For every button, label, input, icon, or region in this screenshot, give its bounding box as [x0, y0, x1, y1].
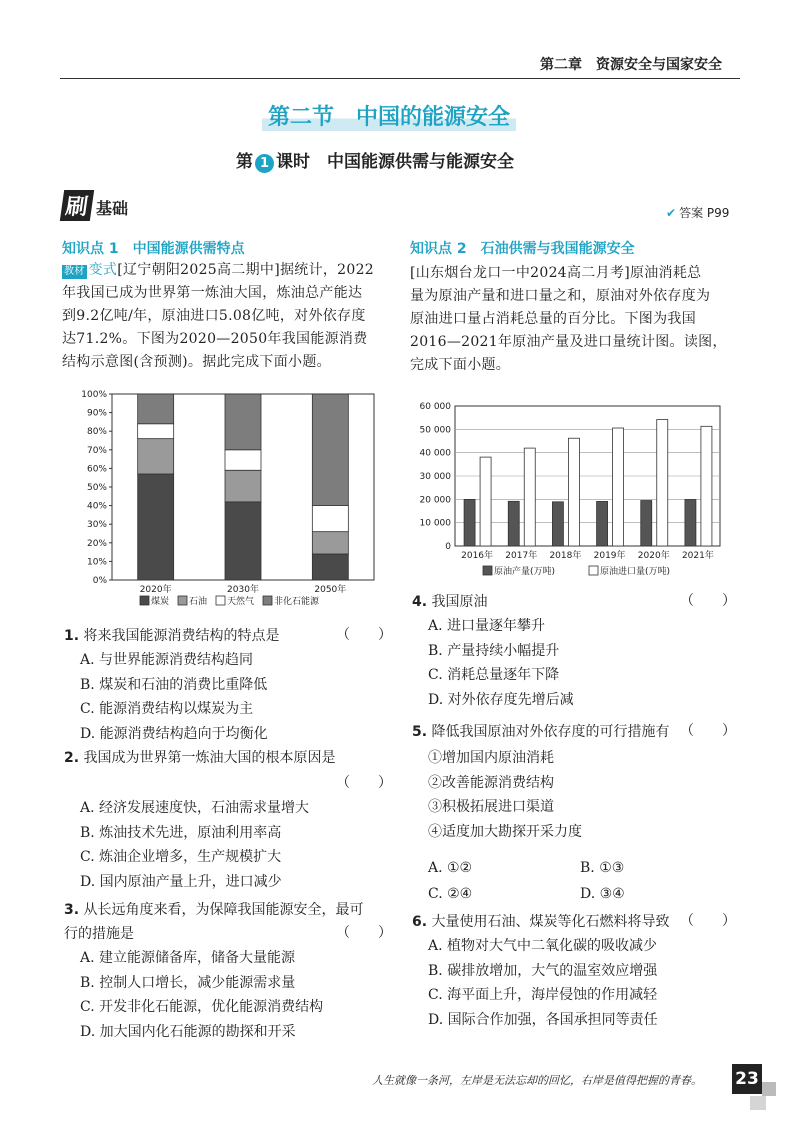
y-tick-label: 60% — [86, 464, 107, 475]
legend-label: 原油进口量(万吨) — [600, 567, 671, 577]
legend-label: 天然气 — [227, 597, 255, 607]
textbook-tag: 教材 — [64, 266, 85, 277]
q5-number: 5. — [412, 724, 428, 740]
kp2-line-2: 量为原油产量和进口量之和，原油对外依存度为 — [410, 288, 711, 304]
q6-text: 大量使用石油、煤炭等化石燃料将导致 — [431, 914, 670, 930]
q4-text: 我国原油 — [431, 594, 488, 610]
q3-stem — [64, 898, 364, 946]
bar-segment — [138, 394, 174, 424]
y-tick-label: 40% — [86, 501, 107, 512]
y-tick-label: 30% — [86, 520, 107, 531]
y-tick-label: 60 000 — [419, 402, 451, 412]
q2-option-b[interactable]: B. 炼油技术先进，原油利用率高 — [80, 824, 282, 841]
legend-swatch — [178, 596, 187, 605]
y-tick-label: 50% — [86, 483, 107, 493]
lesson-title — [236, 147, 514, 173]
q6-answer-paren[interactable]: （ ） — [680, 913, 736, 929]
bar — [524, 448, 535, 546]
q1-text: 将来我国能源消费结构的特点是 — [83, 628, 280, 644]
q5-text: 降低我国原油对外依存度的可行措施有 — [431, 724, 670, 740]
page-number: 23 — [732, 1064, 762, 1094]
x-tick-label: 2021年 — [681, 551, 714, 561]
legend-swatch — [140, 596, 149, 605]
q4-answer-paren[interactable]: （ ） — [680, 593, 736, 609]
q2-stem — [64, 746, 336, 770]
q5-option-d[interactable]: D. ③④ — [580, 886, 625, 902]
kp2-title: 知识点 2 石油供需与我国能源安全 — [410, 241, 635, 257]
chapter-header: 第二章 资源安全与国家安全 — [540, 57, 722, 73]
q2-options — [80, 796, 309, 894]
bar — [568, 438, 579, 546]
kp2-line-4: 2016—2021年原油产量及进口量统计图。读图， — [410, 334, 727, 350]
y-tick-label: 10% — [86, 557, 107, 568]
corner-square — [762, 1082, 776, 1096]
check-icon: ✔ — [666, 206, 677, 220]
q6-option-c[interactable]: C. 海平面上升，海岸侵蚀的作用减轻 — [428, 987, 658, 1003]
legend-swatch — [263, 596, 272, 605]
q6-option-b[interactable]: B. 碳排放增加，大气的温室效应增强 — [428, 962, 658, 979]
y-tick-label: 50 000 — [419, 425, 451, 436]
q4-option-b[interactable]: B. 产量持续小幅提升 — [428, 642, 560, 659]
q5-item-3: ③积极拓展进口渠道 — [428, 799, 554, 815]
q3-option-c[interactable]: C. 开发非化石能源，优化能源消费结构 — [80, 999, 324, 1015]
q5-stem — [412, 720, 670, 744]
kp1-line-1-text: [辽宁朝阳2025高二期中]据统计，2022 — [117, 262, 374, 278]
y-tick-label: 0% — [92, 576, 107, 586]
bar-segment — [138, 439, 174, 474]
q3-option-b[interactable]: B. 控制人口增长，减少能源需求量 — [80, 974, 296, 991]
q5-option-a[interactable]: A. ①② — [428, 860, 473, 876]
q4-option-d[interactable]: D. 对外依存度先增后减 — [428, 691, 574, 708]
q5-item-4: ④适度加大勘探开采力度 — [428, 823, 582, 840]
variant-tag: 变式 — [88, 262, 118, 278]
y-tick-label: 90% — [86, 408, 107, 419]
bar-segment — [225, 450, 261, 470]
legend-label: 煤炭 — [151, 597, 170, 607]
q3-number: 3. — [64, 902, 80, 918]
y-tick-label: 20 000 — [419, 495, 451, 506]
q2-option-a[interactable]: A. 经济发展速度快，石油需求量增大 — [80, 800, 310, 816]
bar-segment — [312, 506, 348, 532]
q6-option-d[interactable]: D. 国际合作加强，各国承担同等责任 — [428, 1011, 658, 1028]
legend-label: 非化石能源 — [274, 597, 320, 607]
corner-square-2 — [750, 1096, 766, 1110]
bar — [464, 499, 475, 546]
kp1-line-4: 达71.2%。下图为2020—2050年我国能源消费 — [62, 331, 368, 347]
x-tick-label: 2020年 — [139, 585, 172, 595]
y-tick-label: 0 — [445, 542, 451, 552]
q2-option-c[interactable]: C. 炼油企业增多，生产规模扩大 — [80, 849, 282, 865]
kp1-title: 知识点 1 中国能源供需特点 — [62, 241, 245, 257]
legend-swatch — [483, 566, 492, 575]
q4-options — [428, 614, 574, 712]
bar — [508, 501, 519, 546]
q3-option-a[interactable]: A. 建立能源储备库，储备大量能源 — [80, 950, 296, 966]
kp1-line-2: 年我国已成为世界第一炼油大国，炼油总产能达 — [62, 285, 363, 301]
q6-stem — [412, 910, 670, 934]
y-tick-label: 10 000 — [419, 518, 451, 529]
q4-option-a[interactable]: A. 进口量逐年攀升 — [428, 618, 546, 634]
lesson-prefix: 第 — [236, 152, 253, 172]
q3-answer-paren[interactable]: （ ） — [336, 925, 392, 941]
x-tick-label: 2020年 — [637, 551, 670, 561]
legend-swatch — [216, 596, 225, 605]
q1-option-a[interactable]: A. 与世界能源消费结构趋同 — [80, 652, 254, 668]
kp1-intro — [62, 259, 402, 374]
bar — [613, 428, 624, 546]
q6-option-a[interactable]: A. 植物对大气中二氧化碳的吸收减少 — [428, 938, 658, 954]
q5-item-2: ②改善能源消费结构 — [428, 774, 554, 791]
legend-label: 原油产量(万吨) — [494, 567, 556, 577]
header-divider — [60, 78, 740, 79]
q6-options — [428, 934, 658, 1032]
answer-ref-text: 答案 P99 — [679, 206, 730, 220]
bar-segment — [312, 394, 348, 506]
x-tick-label: 2017年 — [505, 551, 538, 561]
q4-stem — [412, 590, 488, 614]
q1-option-c[interactable]: C. 能源消费结构以煤炭为主 — [80, 701, 254, 717]
y-tick-label: 80% — [86, 427, 107, 438]
x-tick-label: 2018年 — [549, 551, 582, 561]
bar — [480, 457, 491, 546]
q2-text: 我国成为世界第一炼油大国的根本原因是 — [83, 750, 336, 766]
q1-stem — [64, 624, 280, 648]
bar — [597, 501, 608, 546]
kp1-line-5: 结构示意图(含预测)。据此完成下面小题。 — [62, 354, 331, 370]
bar — [641, 501, 652, 546]
q3-option-d[interactable]: D. 加大国内化石能源的勘探和开采 — [80, 1023, 296, 1040]
q1-options — [80, 648, 268, 746]
q1-option-b[interactable]: B. 煤炭和石油的消费比重降低 — [80, 676, 268, 693]
q5-item-1: ①增加国内原油消耗 — [428, 750, 554, 766]
kp2-line-3: 原油进口量占消耗总量的百分比。下图为我国 — [410, 311, 696, 327]
q2-answer-paren[interactable]: （ ） — [336, 775, 392, 791]
section-title: 第二节 中国的能源安全 — [262, 100, 516, 131]
q1-answer-paren[interactable]: （ ） — [336, 627, 392, 643]
bar — [701, 426, 712, 546]
q3-text-2: 行的措施是 — [64, 926, 134, 942]
lesson-number-badge: 1 — [255, 154, 274, 173]
brush-logo: 刷 — [60, 190, 94, 221]
y-tick-label: 30 000 — [419, 472, 451, 482]
y-tick-label: 40 000 — [419, 448, 451, 459]
q5-option-b[interactable]: B. ①③ — [580, 860, 625, 876]
bar — [552, 502, 563, 546]
q6-number: 6. — [412, 914, 428, 930]
footer-quote: 人生就像一条河，左岸是无法忘却的回忆，右岸是值得把握的青春。 — [372, 1074, 702, 1087]
oil-supply-chart — [405, 398, 735, 586]
q3-text-1: 从长远角度来看，为保障我国能源安全，最可 — [83, 902, 364, 918]
q2-option-d[interactable]: D. 国内原油产量上升，进口减少 — [80, 873, 282, 890]
energy-structure-chart — [70, 384, 390, 620]
q1-number: 1. — [64, 628, 80, 644]
bar — [657, 420, 668, 546]
q2-number: 2. — [64, 750, 80, 766]
bar-segment — [312, 532, 348, 554]
legend-swatch — [589, 566, 598, 575]
legend-label: 石油 — [189, 597, 208, 607]
answer-reference — [666, 204, 729, 221]
q5-items — [428, 746, 582, 844]
kp2-line-5: 完成下面小题。 — [410, 357, 511, 373]
kp2-intro — [410, 262, 750, 377]
bar-segment — [312, 554, 348, 580]
q5-option-c[interactable]: C. ②④ — [428, 886, 473, 902]
kp2-line-1: [山东烟台龙口一中2024高二月考]原油消耗总 — [410, 265, 702, 281]
bar-segment — [225, 502, 261, 580]
y-tick-label: 70% — [86, 445, 107, 456]
q4-option-c[interactable]: C. 消耗总量逐年下降 — [428, 667, 560, 683]
y-tick-label: 20% — [86, 538, 107, 549]
bar-segment — [225, 394, 261, 450]
x-tick-label: 2019年 — [593, 551, 626, 561]
bar-segment — [138, 424, 174, 439]
q5-answer-paren[interactable]: （ ） — [680, 723, 736, 739]
x-tick-label: 2016年 — [461, 551, 494, 561]
lesson-suffix: 课时 中国能源供需与能源安全 — [276, 152, 514, 172]
basics-label: 基础 — [96, 199, 129, 218]
bar — [685, 500, 696, 546]
kp1-line-3: 到9.2亿吨/年，原油进口5.08亿吨，对外依存度 — [62, 308, 366, 324]
bar-segment — [138, 474, 174, 580]
q1-option-d[interactable]: D. 能源消费结构趋向于均衡化 — [80, 725, 268, 742]
q4-number: 4. — [412, 594, 428, 610]
x-tick-label: 2050年 — [314, 585, 347, 595]
y-tick-label: 100% — [81, 390, 107, 400]
kp1-line-1 — [62, 259, 402, 282]
q3-options — [80, 946, 323, 1044]
x-tick-label: 2030年 — [227, 585, 259, 595]
bar-segment — [225, 470, 261, 502]
